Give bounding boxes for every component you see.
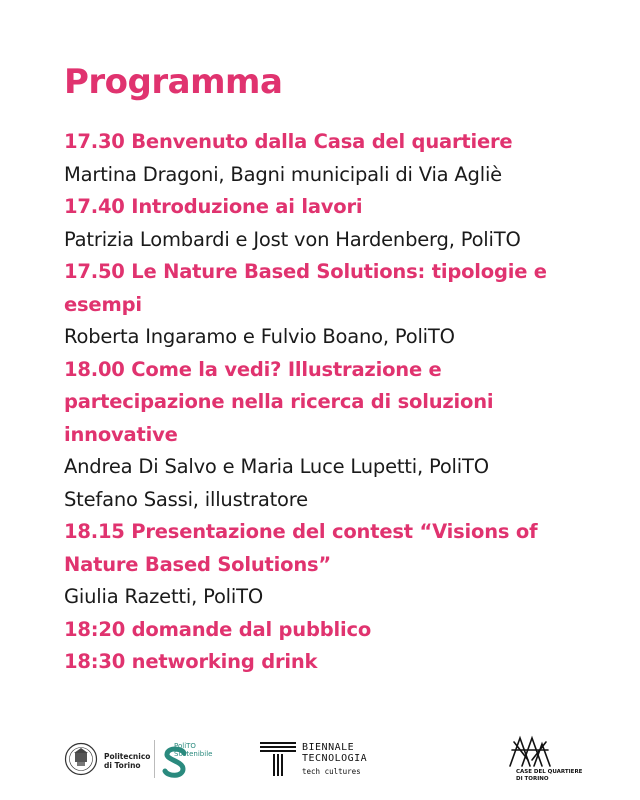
program-line: 18:30 networking drink [64, 650, 318, 673]
logo-divider [154, 740, 155, 778]
program-line: 17.30 Benvenuto dalla Casa del quartiere [64, 130, 513, 153]
program-line: 18.15 Presentazione del contest “Visions of [64, 520, 538, 543]
program-line: Roberta Ingaramo e Fulvio Boano, PoliTO [64, 325, 455, 348]
program-line: innovative [64, 422, 178, 446]
biennale-tecnologia-logo [260, 738, 390, 782]
program-line: 17.50 Le Nature Based Solutions: tipologie e [64, 260, 547, 283]
polito-seal-icon [64, 742, 98, 776]
polito-sostenibile-logo [160, 738, 240, 782]
program-line: Giulia Razetti, PoliTO [64, 585, 263, 608]
case-quartiere-text: CASE DEL QUARTIERE DI TORINO [516, 769, 583, 782]
biennale-tagline: tech cultures [302, 767, 361, 776]
polito-logo [64, 740, 154, 780]
biennale-name: BIENNALE TECNOLOGIA [302, 742, 368, 764]
footer-logos [0, 730, 640, 790]
program-line: esempi [64, 292, 142, 316]
biennale-t-icon [260, 740, 296, 778]
program-list [64, 126, 604, 679]
case-del-quartiere-logo [504, 734, 584, 788]
program-line: partecipazione nella ricerca di soluzioni [64, 390, 494, 413]
program-line: Andrea Di Salvo e Maria Luce Lupetti, PoliTO [64, 455, 489, 478]
program-line: 18.00 Come la vedi? Illustrazione e [64, 357, 442, 381]
program-line: 17.40 Introduzione ai lavori [64, 195, 363, 218]
case-quartiere-icon [508, 734, 552, 768]
sostenibile-text: PoliTO Sostenibile [174, 742, 213, 758]
polito-name: Politecnico di Torino [104, 752, 151, 770]
program-line: Stefano Sassi, illustratore [64, 487, 308, 511]
program-line: Nature Based Solutions” [64, 552, 332, 576]
page-title: Programma [64, 62, 283, 102]
program-line: Patrizia Lombardi e Jost von Hardenberg, PoliTO [64, 227, 521, 251]
program-line: 18:20 domande dal pubblico [64, 617, 372, 641]
program-line: Martina Dragoni, Bagni municipali di Via Agliè [64, 162, 502, 186]
